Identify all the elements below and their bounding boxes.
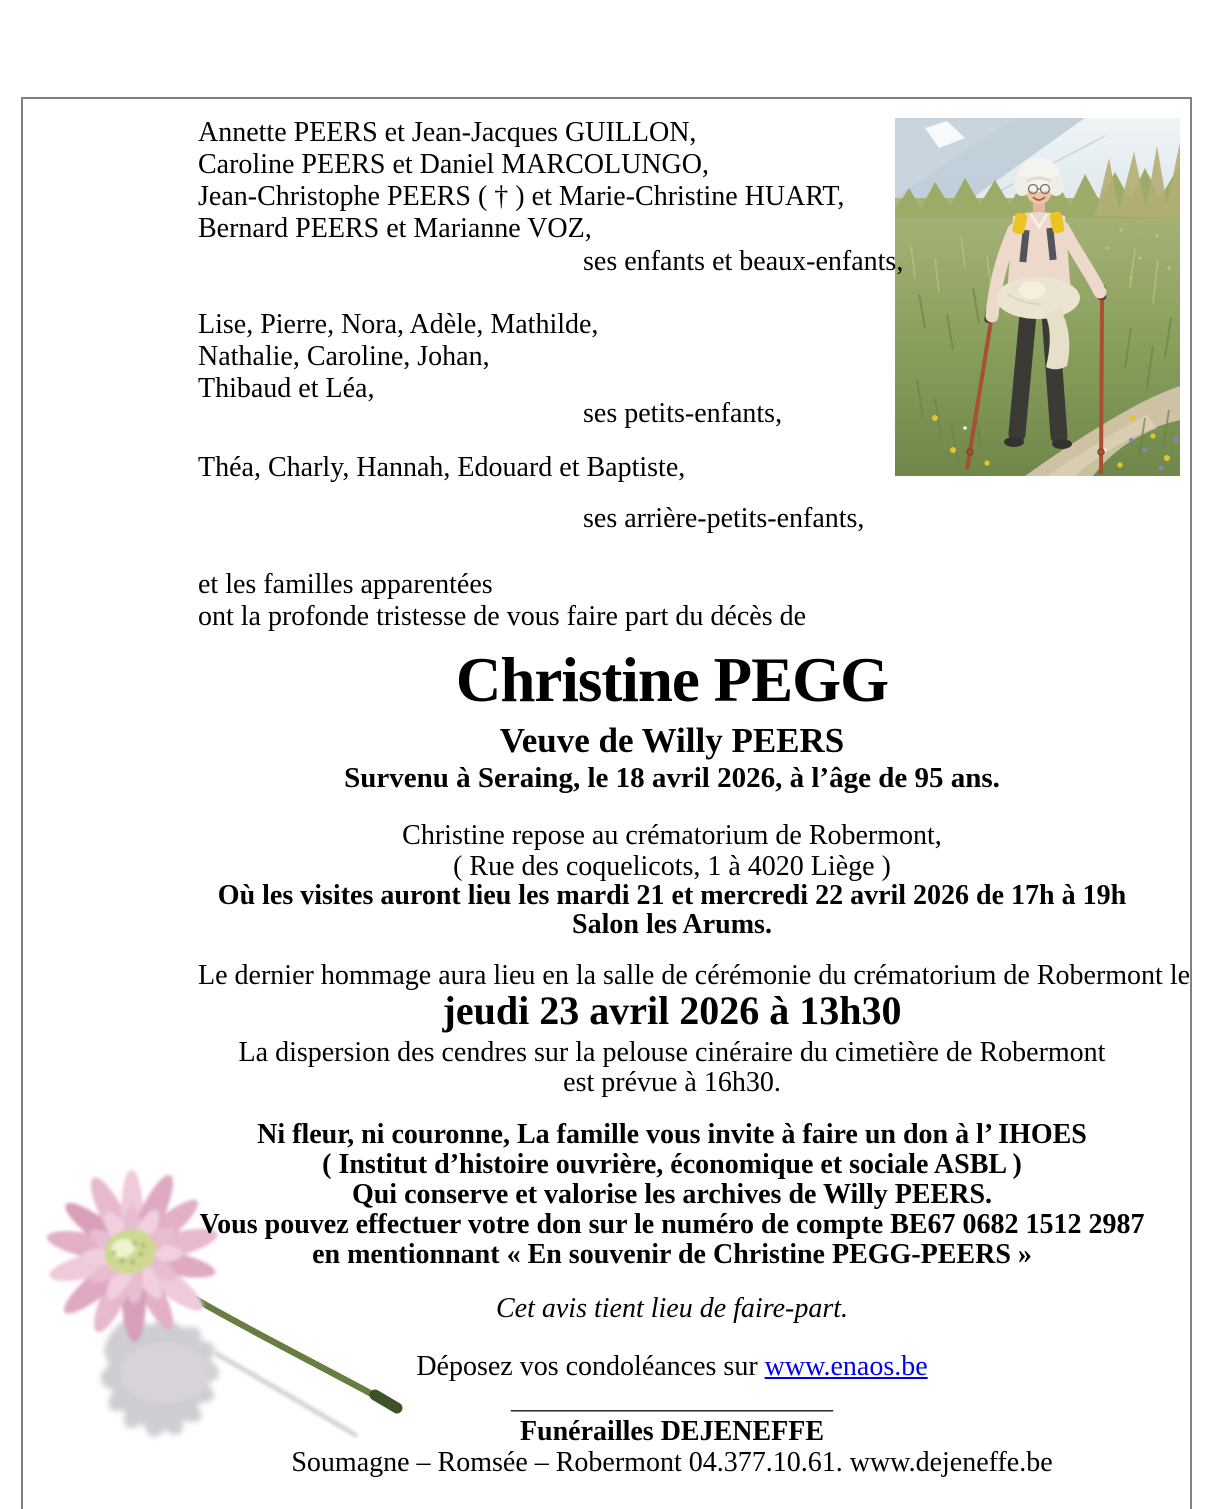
children-line: Caroline PEERS et Daniel MARCOLUNGO, bbox=[198, 149, 709, 180]
deceased-name: Christine PEGG bbox=[455, 645, 889, 715]
grandchildren-caption: ses petits-enfants, bbox=[583, 398, 783, 429]
children-line: Annette PEERS et Jean-Jacques GUILLON, bbox=[198, 117, 697, 148]
great-grandchildren-caption: ses arrière-petits-enfants, bbox=[583, 503, 865, 534]
donation-line: Qui conserve et valorise les archives de Willy PEERS. bbox=[351, 1179, 993, 1210]
ceremony-datetime: jeudi 23 avril 2026 à 13h30 bbox=[442, 988, 902, 1033]
visits-line: Où les visites auront lieu les mardi 21 et mercredi 22 avril 2026 de 17h à 19h bbox=[217, 880, 1127, 911]
donation-line: en mentionnant « En souvenir de Christine PEGG-PEERS » bbox=[312, 1239, 1032, 1270]
dispersion-line: La dispersion des cendres sur la pelouse cinéraire du cimetière de Robermont bbox=[238, 1037, 1106, 1068]
condolences-line bbox=[198, 1351, 1146, 1383]
death-line: Survenu à Seraing, le 18 avril 2026, à l’âge de 95 ans. bbox=[344, 762, 1000, 794]
repose-line: Christine repose au crématorium de Robermont, bbox=[402, 820, 942, 851]
funeral-home-name: Funérailles DEJENEFFE bbox=[519, 1416, 825, 1447]
grandchildren-line: Nathalie, Caroline, Johan, bbox=[198, 341, 490, 372]
salon-line: Salon les Arums. bbox=[572, 909, 772, 940]
portrait-photo bbox=[895, 118, 1180, 476]
children-names-block bbox=[198, 117, 844, 245]
children-line: Bernard PEERS et Marianne VOZ, bbox=[198, 213, 592, 244]
children-line: Jean-Christophe PEERS ( † ) et Marie-Christine HUART, bbox=[198, 181, 845, 212]
tribute-line: Le dernier hommage aura lieu en la salle de cérémonie du crématorium de Robermont le bbox=[198, 960, 1191, 991]
intro-line: et les familles apparentées bbox=[198, 569, 493, 600]
donation-line: Ni fleur, ni couronne, La famille vous invite à faire un don à l’ IHOES bbox=[257, 1119, 1087, 1150]
donation-line: Vous pouvez effectuer votre don sur le numéro de compte BE67 0682 1512 2987 bbox=[199, 1209, 1145, 1240]
faire-part-line: Cet avis tient lieu de faire-part. bbox=[495, 1293, 848, 1324]
repose-address-line: ( Rue des coquelicots, 1 à 4020 Liège ) bbox=[453, 851, 891, 882]
grandchildren-names-block bbox=[198, 309, 598, 405]
condolences-prefix: Déposez vos condoléances sur bbox=[416, 1351, 765, 1382]
enaos-link[interactable]: www.enaos.be bbox=[764, 1351, 928, 1382]
funeral-home-info: Soumagne – Romsée – Robermont 04.377.10.61. www.dejeneffe.be bbox=[291, 1447, 1053, 1478]
great-grandchildren-line: Théa, Charly, Hannah, Edouard et Baptiste, bbox=[198, 452, 686, 483]
dispersion-time-line: est prévue à 16h30. bbox=[563, 1067, 781, 1098]
children-caption: ses enfants et beaux-enfants, bbox=[583, 246, 904, 277]
grandchildren-line: Lise, Pierre, Nora, Adèle, Mathilde, bbox=[198, 309, 599, 340]
intro-line: ont la profonde tristesse de vous faire part du décès de bbox=[198, 601, 807, 632]
divider: _______________________ bbox=[511, 1384, 833, 1415]
intro-block bbox=[198, 569, 806, 633]
grandchildren-line: Thibaud et Léa, bbox=[198, 373, 375, 404]
widow-line: Veuve de Willy PEERS bbox=[499, 721, 845, 760]
donation-line: ( Institut d’histoire ouvrière, économique et sociale ASBL ) bbox=[322, 1149, 1022, 1180]
